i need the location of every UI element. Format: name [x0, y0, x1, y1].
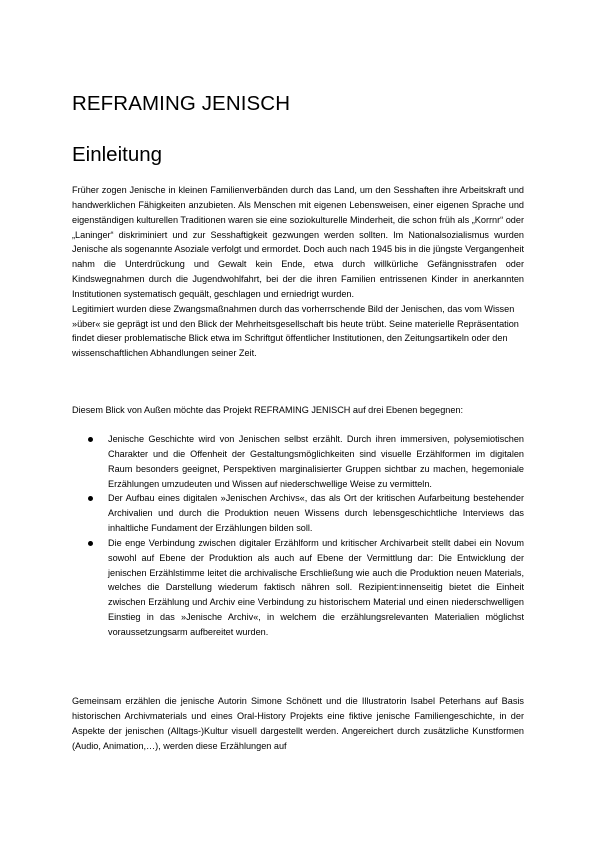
intro-paragraph: Legitimiert wurden diese Zwangsmaßnahmen durch das vorherrschende Bild der Jenischen, das vom Wissen »über« sie geprägt ist und den Blick der Mehrheitsgesellschaft bis heute trübt. Seine materielle Repräsentation findet dieser problematische Blick etwa im Schriftgut öffentlicher Institutionen, den Zeitungsartikeln oder den wissenschaftlichen Abhandlungen seiner Zeit.: [72, 303, 519, 359]
bullet-list: [72, 432, 524, 640]
bullet-item: [72, 536, 524, 640]
document-title: REFRAMING JENISCH: [72, 92, 291, 115]
bullet-item: [72, 432, 524, 491]
bullet-text: Der Aufbau eines digitalen »Jenischen Archivs«, das als Ort der kritischen Aufarbeitung bestehender Archivalien und durch die Produktion neuen Wissens durch lebensgeschichtliche Interviews das inhaltliche Fundament der Erzählungen bilden soll.: [108, 493, 524, 534]
closing-text: [72, 694, 524, 753]
bullet-dot-icon: [88, 437, 93, 442]
intro-text: [72, 183, 524, 361]
section-heading: Einleitung: [72, 143, 163, 166]
lead-paragraph: Diesem Blick von Außen möchte das Projekt REFRAMING JENISCH auf drei Ebenen begegnen:: [72, 405, 464, 415]
bullet-text: Die enge Verbindung zwischen digitaler Erzählform und kritischer Archivarbeit stellt dabei ein Novum sowohl auf Ebene der Produktion als auch auf Ebene der Vermittlung dar: Die Entwicklung der jenischen Erzählstimme leitet die archivalische Erschließung wie auch die Produktion neuen Materials, welches die Darstellung wiederum faktisch nähren soll. Rezipient:innenseitig bietet die Einheit zwischen Erzählung und Archiv eine Verbindung zu historischem Material und einen niederschwelligen Einstieg in das »Jenische Archiv«, in welchem die erzählungsrelevanten Materialien möglichst voraussetzungsarm aufbereitet wurden.: [108, 537, 524, 637]
lead-text: [72, 403, 524, 418]
bullet-text: Jenische Geschichte wird von Jenischen selbst erzählt. Durch ihren immersiven, polysemiotischen Charakter und die Offenheit der Gestaltungsmöglichkeiten sind visuelle Erzählformen im digitalen Raum besonders geeignet, Perspektiven marginalisierter Gruppen sichtbar zu machen, hegemoniale Erzählungen umzudeuten und Wissen auf niederschwellige Weise zu vermitteln.: [108, 434, 524, 489]
closing-paragraph: Gemeinsam erzählen die jenische Autorin Simone Schönett und die Illustratorin Isabel Peterhans auf Basis historischen Archivmaterials und eines Oral-History Projekts eine fiktive jenische Familiengeschichte, in der Aspekte der jenischen (Alltags-)Kultur visuell dargestellt werden. Angereichert durch zusätzliche Kunstformen (Audio, Animation,…), werden diese Erzählungen auf: [72, 696, 524, 751]
bullet-section: [72, 432, 524, 640]
bullet-dot-icon: [88, 541, 93, 546]
intro-paragraph: Früher zogen Jenische in kleinen Familienverbänden durch das Land, um den Sesshaften ihre Arbeitskraft und handwerklichen Fähigkeiten anzubieten. Als Menschen mit eigenen Lebensweisen, einer eigenen Sprache und eigenständigen kulturellen Traditionen waren sie eine soziokulturelle Minderheit, die schon früh als „Korrnr“ oder „Laninger“ diskriminiert und zur Sesshaftigkeit gezwungen werden sollten. Im Nationalsozialismus wurden Jenische als sogenannte Asoziale verfolgt und ermordet. Doch auch nach 1945 bis in die jüngste Vergangenheit nahm die Unterdrückung und Gewalt kein Ende, etwa durch willkürliche Gefängnisstrafen oder Kindswegnahmen durch die Jugendwohlfahrt, bei der die ihren Familien entrissenen Kinder in anerkannten Institutionen systematisch gequält, geschlagen und erniedrigt wurden.: [72, 185, 524, 299]
bullet-item: [72, 491, 524, 536]
bullet-dot-icon: [88, 496, 93, 501]
